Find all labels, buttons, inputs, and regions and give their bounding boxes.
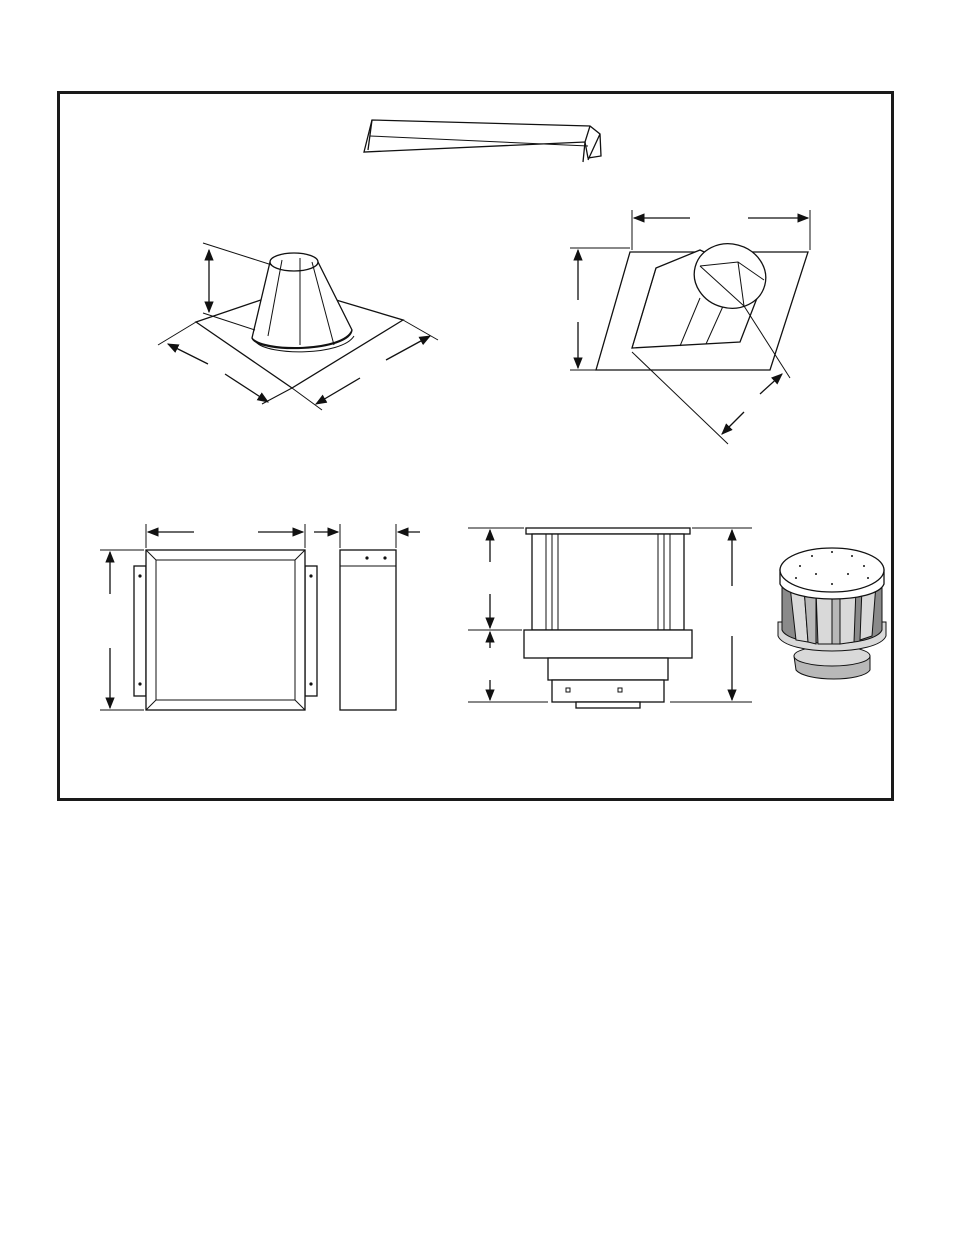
wall-flashing-offset xyxy=(570,210,810,444)
ceiling-support-box xyxy=(100,524,420,710)
termination-cap-isometric xyxy=(778,548,886,679)
termination-cap-elevation xyxy=(468,528,752,708)
roof-flashing xyxy=(158,243,438,410)
storm-collar xyxy=(364,120,601,162)
